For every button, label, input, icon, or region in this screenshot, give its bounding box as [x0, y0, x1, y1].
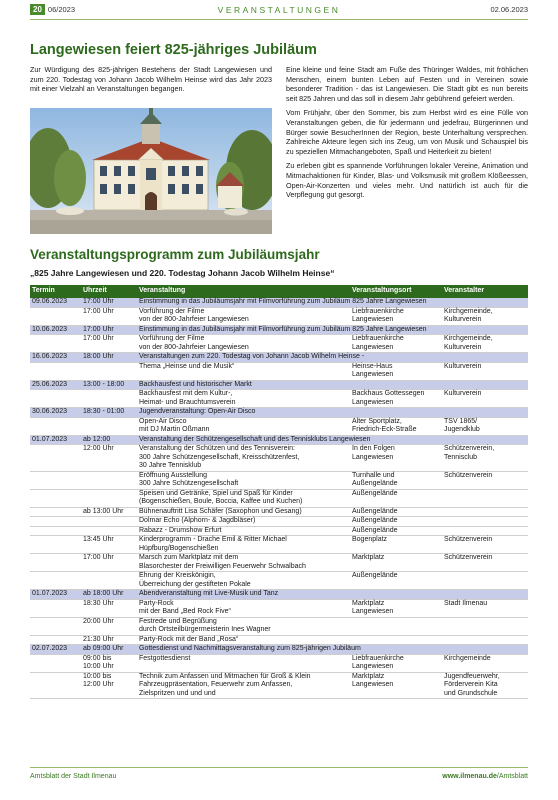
table-row — [30, 572, 528, 590]
column-header-event: Veranstaltung — [137, 285, 350, 298]
cell-date — [30, 672, 81, 699]
cell-organizer — [442, 617, 528, 635]
cell-organizer: Jugendfeuerwehr, Förderverein Kita und Grundschule — [442, 672, 528, 699]
article-right-column — [286, 65, 528, 205]
table-header-row — [30, 285, 528, 298]
column-header-place: Veranstaltungsort — [350, 285, 442, 298]
page-header — [30, 0, 528, 20]
cell-event: Marsch zum Marktplatz mit dem Blasorchester der Freiwilligen Feuerwehr Schwalbach — [137, 554, 350, 572]
cell-time: 17:00 Uhr — [81, 298, 137, 307]
cell-place: Heinse-Haus Langewiesen — [350, 362, 442, 380]
cell-time: ab 13:00 Uhr — [81, 507, 137, 517]
cell-event: Vorführung der Filme von der 800-Jahrfeier Langewiesen — [137, 335, 350, 353]
cell-event: Eröffnung Ausstellung 300 Jahre Schützengesellschaft — [137, 471, 350, 489]
cell-date — [30, 390, 81, 408]
cell-organizer — [442, 526, 528, 536]
table-row — [30, 335, 528, 353]
table-row — [30, 536, 528, 554]
cell-date — [30, 362, 81, 380]
cell-date — [30, 654, 81, 672]
cell-date — [30, 617, 81, 635]
cell-date — [30, 554, 81, 572]
cell-time — [81, 526, 137, 536]
cell-organizer — [442, 507, 528, 517]
cell-place: Backhaus Gottessegen Langewiesen — [350, 390, 442, 408]
cell-time: 17:00 Uhr — [81, 307, 137, 325]
cell-event: Veranstaltung der Schützengesellschaft und des Tennisklubs Langewiesen — [137, 435, 528, 445]
column-header-time: Uhrzeit — [81, 285, 137, 298]
cell-event: Backhausfest mit dem Kultur-, Heimat- und Brauchtumsverein — [137, 390, 350, 408]
cell-place: Außengelände — [350, 517, 442, 527]
page-number: 20 — [30, 4, 45, 15]
cell-event: Abendveranstaltung mit Live-Musik und Tanz — [137, 590, 528, 600]
cell-event: Festgottesdienst — [137, 654, 350, 672]
page-footer — [30, 767, 528, 780]
table-row — [30, 362, 528, 380]
program-subtitle: „825 Jahre Langewiesen und 220. Todestag Johann Jacob Wilhelm Heinse“ — [30, 268, 335, 278]
cell-time: 10:00 bis 12:00 Uhr — [81, 672, 137, 699]
table-row — [30, 471, 528, 489]
cell-organizer — [442, 517, 528, 527]
cell-date: 01.07.2023 — [30, 590, 81, 600]
table-row — [30, 526, 528, 536]
cell-organizer: Kulturverein — [442, 362, 528, 380]
table-section-row — [30, 590, 528, 600]
table-row — [30, 635, 528, 645]
table-row — [30, 390, 528, 408]
cell-event: Speisen und Getränke, Spiel und Spaß für Kinder (Bogenschießen, Boule, Boccia, Kaffee und Kuchen) — [137, 489, 350, 507]
cell-date — [30, 536, 81, 554]
cell-time: 18:30 Uhr — [81, 599, 137, 617]
cell-place: Außengelände — [350, 526, 442, 536]
footer-path: /Amtsblatt — [496, 773, 528, 780]
cell-time — [81, 390, 137, 408]
cell-place: Liebfrauenkirche Langewiesen — [350, 307, 442, 325]
town-hall-photo — [30, 108, 272, 234]
cell-organizer: Schützenverein — [442, 554, 528, 572]
cell-time: ab 09:00 Uhr — [81, 645, 137, 655]
cell-event: Veranstaltungen zum 220. Todestag von Johann Jacob Wilhelm Heinse - — [137, 353, 528, 363]
cell-event: Ehrung der Kreiskönigin, Überreichung der gestifteten Pokale — [137, 572, 350, 590]
table-section-row — [30, 353, 528, 363]
table-row — [30, 417, 528, 435]
cell-event: Party-Rock mit der Band „Bed Rock Five“ — [137, 599, 350, 617]
cell-event: Technik zum Anfassen und Mitmachen für Groß & Klein Fahrzeugpräsentation, Feuerwehr zum Anfassen, Zielspritzen und und und — [137, 672, 350, 699]
cell-event: Vorführung der Filme von der 800-Jahrfeier Langewiesen — [137, 307, 350, 325]
cell-place: Marktplatz — [350, 554, 442, 572]
cell-event: Einstimmung in das Jubiläumsjahr mit Filmvorführung zum Jubiläum 825 Jahre Langewiesen — [137, 298, 528, 307]
cell-event: Bühnenauftritt Lisa Schäfer (Saxophon und Gesang) — [137, 507, 350, 517]
table-row — [30, 445, 528, 472]
cell-date — [30, 489, 81, 507]
cell-event: Rabazz - Drumshow Erfurt — [137, 526, 350, 536]
table-row — [30, 489, 528, 507]
footer-website-link[interactable] — [442, 773, 528, 780]
cell-date — [30, 507, 81, 517]
cell-place: Alter Sportplatz, Friedrich-Eck-Straße — [350, 417, 442, 435]
table-row — [30, 517, 528, 527]
cell-place — [350, 635, 442, 645]
cell-organizer: Kirchgemeinde, Kulturverein — [442, 335, 528, 353]
cell-time: 09:00 bis 10:00 Uhr — [81, 654, 137, 672]
cell-time — [81, 417, 137, 435]
cell-time: 18:30 - 01:00 — [81, 408, 137, 418]
cell-event: Kinderprogramm - Drache Emil & Ritter Michael Hüpfburg/Bogenschießen — [137, 536, 350, 554]
cell-time — [81, 489, 137, 507]
cell-event: Thema „Heinse und die Musik“ — [137, 362, 350, 380]
cell-time: 17:00 Uhr — [81, 554, 137, 572]
cell-place: Liebfrauenkirche Langewiesen — [350, 654, 442, 672]
table-section-row — [30, 298, 528, 307]
table-section-row — [30, 435, 528, 445]
cell-organizer: Kirchgemeinde, Kulturverein — [442, 307, 528, 325]
cell-place: Turnhalle und Außengelände — [350, 471, 442, 489]
cell-time: 17:00 Uhr — [81, 325, 137, 335]
cell-place: Außengelände — [350, 572, 442, 590]
event-table — [30, 285, 528, 699]
article-paragraph: Eine kleine und feine Stadt am Fuße des Thüringer Waldes, mit fröhlichen Menschen, einem bunten Leben auf Festen und in Vereinen sowie besonderer Tradition - das ist Langewiesen. Die Stadt gibt es nun bereits seit 825 Jahren und das soll in diesem Jahr gebührend gefeiert werden. — [286, 65, 528, 103]
article-title: Langewiesen feiert 825-jähriges Jubiläum — [30, 42, 317, 58]
cell-event: Dolmar Echo (Alphorn- & Jagdbläser) — [137, 517, 350, 527]
cell-place: Marktplatz Langewiesen — [350, 599, 442, 617]
article-intro: Zur Würdigung des 825-jährigen Bestehens der Stadt Langewiesen und zum 220. Todestag von Johann Jacob Wilhelm Heinse wird das Jahr 2023 mit einer Vielzahl an Veranstaltungen begangen. — [30, 65, 272, 94]
cell-date — [30, 517, 81, 527]
article-left-column — [30, 65, 272, 99]
cell-time: 12:00 Uhr — [81, 445, 137, 472]
cell-organizer — [442, 635, 528, 645]
cell-event: Einstimmung in das Jubiläumsjahr mit Filmvorführung zum Jubiläum 825 Jahre Langewiesen — [137, 325, 528, 335]
cell-date — [30, 572, 81, 590]
cell-time: ab 12:00 — [81, 435, 137, 445]
cell-time: 21:30 Uhr — [81, 635, 137, 645]
cell-date: 30.06.2023 — [30, 408, 81, 418]
cell-organizer: TSV 1865/ Jugendklub — [442, 417, 528, 435]
cell-date — [30, 526, 81, 536]
cell-date — [30, 445, 81, 472]
cell-date — [30, 599, 81, 617]
cell-date: 02.07.2023 — [30, 645, 81, 655]
issue-date: 02.06.2023 — [490, 5, 528, 14]
issue-number: 06/2023 — [47, 5, 76, 14]
cell-date — [30, 471, 81, 489]
cell-place: Außengelände — [350, 489, 442, 507]
table-section-row — [30, 325, 528, 335]
cell-time: ab 18:00 Uhr — [81, 590, 137, 600]
column-header-organizer: Veranstalter — [442, 285, 528, 298]
cell-event: Backhausfest und historischer Markt — [137, 380, 528, 390]
cell-place: Liebfrauenkirche Langewiesen — [350, 335, 442, 353]
cell-place: Bogenplatz — [350, 536, 442, 554]
cell-organizer — [442, 489, 528, 507]
cell-date — [30, 307, 81, 325]
table-row — [30, 654, 528, 672]
program-title: Veranstaltungsprogramm zum Jubiläumsjahr — [30, 247, 320, 262]
cell-event: Open-Air Disco mit DJ Martin Oßmann — [137, 417, 350, 435]
table-row — [30, 599, 528, 617]
cell-time — [81, 517, 137, 527]
cell-event: Gottesdienst und Nachmittagsveranstaltung zum 825-jährigen Jubiläum — [137, 645, 528, 655]
cell-date: 16.06.2023 — [30, 353, 81, 363]
cell-time: 17:00 Uhr — [81, 335, 137, 353]
cell-time: 20:00 Uhr — [81, 617, 137, 635]
table-section-row — [30, 645, 528, 655]
section-title: VERANSTALTUNGEN — [217, 4, 341, 15]
cell-date — [30, 335, 81, 353]
cell-date — [30, 417, 81, 435]
cell-place: In den Folgen Langewiesen — [350, 445, 442, 472]
cell-date: 25.06.2023 — [30, 380, 81, 390]
cell-place: Außengelände — [350, 507, 442, 517]
column-header-date: Termin — [30, 285, 81, 298]
cell-place — [350, 617, 442, 635]
cell-organizer — [442, 572, 528, 590]
cell-organizer: Schützenverein, Tennisclub — [442, 445, 528, 472]
cell-time: 13:00 - 18:00 — [81, 380, 137, 390]
cell-date: 09.06.2023 — [30, 298, 81, 307]
cell-time — [81, 572, 137, 590]
table-row — [30, 672, 528, 699]
cell-place: Marktplatz Langewiesen — [350, 672, 442, 699]
cell-event: Veranstaltung der Schützen und des Tennisverein: 300 Jahre Schützengesellschaft, Kreisschützenfest, 30 Jahre Tennisklub — [137, 445, 350, 472]
cell-organizer: Kulturverein — [442, 390, 528, 408]
table-section-row — [30, 408, 528, 418]
footer-publication: Amtsblatt der Stadt Ilmenau — [30, 773, 117, 780]
cell-time — [81, 471, 137, 489]
cell-organizer: Kirchgemeinde — [442, 654, 528, 672]
cell-event: Party-Rock mit der Band „Rosa“ — [137, 635, 350, 645]
cell-organizer: Schützenverein — [442, 536, 528, 554]
article-paragraph: Zu erleben gibt es spannende Vorführungen lokaler Vereine, Animation und Mitmachaktionen für Kinder, Blas- und Volksmusik mit großem Klößeessen, Open-Air-Konzerten und vieles mehr. Und natürlich ist auch für die Verpflegung gut gesorgt. — [286, 161, 528, 200]
table-row — [30, 617, 528, 635]
cell-organizer: Schützenverein — [442, 471, 528, 489]
cell-time: 13:45 Uhr — [81, 536, 137, 554]
table-row — [30, 507, 528, 517]
cell-date: 01.07.2023 — [30, 435, 81, 445]
footer-domain: www.ilmenau.de — [442, 773, 497, 780]
cell-event: Jugendveranstaltung: Open-Air Disco — [137, 408, 528, 418]
article-paragraph: Vom Frühjahr, über den Sommer, bis zum Herbst wird es eine Fülle von Veranstaltungen geben, die für jedermann und jedefrau, Bürgerinnen und Bürger sowie BesucherInnen der Region, beste Unterhaltung versprechen. Zahlreiche Akteure legen sich ins Zeug, um von Musik und Schauspiel bis zu speziellen Mitmachangeboten, Spaß und Heiterkeit zu bieten! — [286, 108, 528, 156]
cell-organizer: Stadt Ilmenau — [442, 599, 528, 617]
cell-time: 18:00 Uhr — [81, 353, 137, 363]
cell-time — [81, 362, 137, 380]
cell-event: Festrede und Begrüßung durch Ortsteilbürgermeisterin Ines Wagner — [137, 617, 350, 635]
table-row — [30, 554, 528, 572]
table-section-row — [30, 380, 528, 390]
table-row — [30, 307, 528, 325]
cell-date: 10.06.2023 — [30, 325, 81, 335]
cell-date — [30, 635, 81, 645]
